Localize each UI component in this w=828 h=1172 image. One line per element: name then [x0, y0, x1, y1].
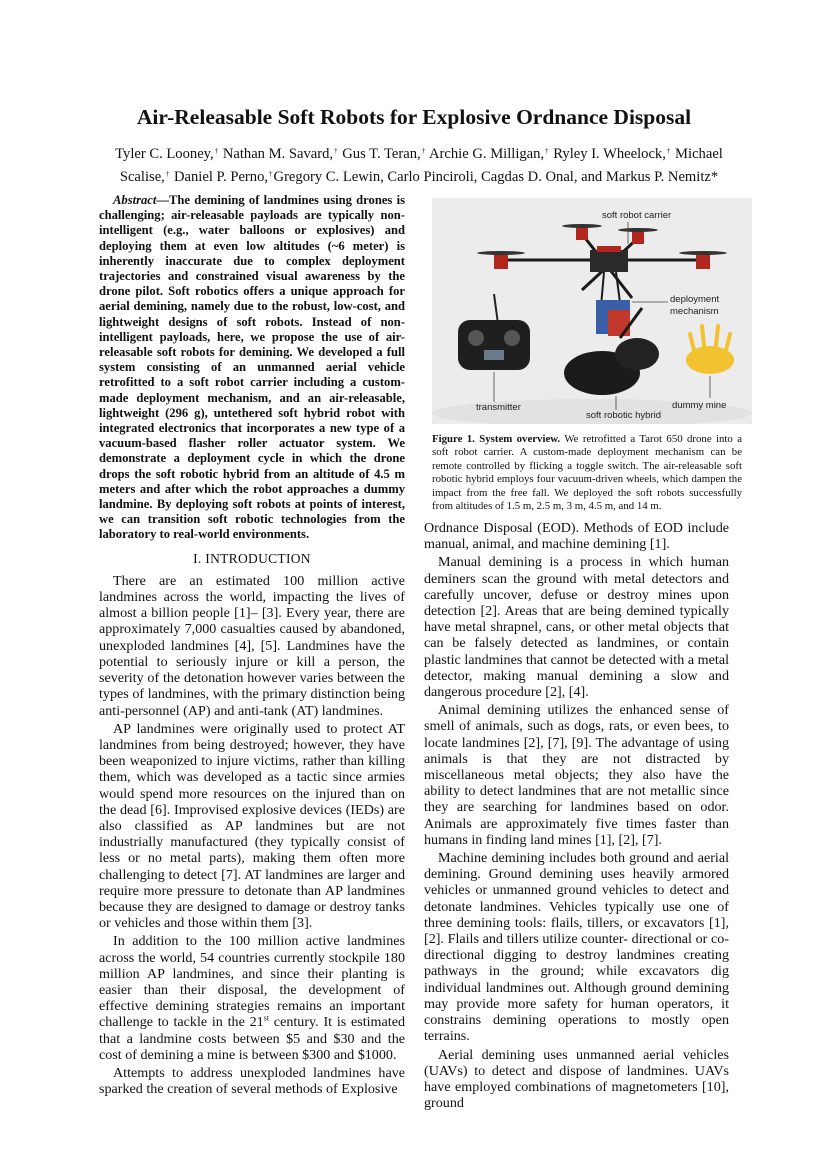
paragraph: Animal demining utilizes the enhanced sense of smell of animals, such as dogs, rats, or even bees, to locate landmines [2], [7], [9]. The advantage of using animals is that they are not distracted by miscellaneous metal objects; they also have the ability to detect landmines that are not metallic since they are searching for landmines based on odor. Animals are approximately five times faster than humans in finding land mines [1], [2], [7]. [424, 702, 729, 848]
label-transmitter: transmitter [476, 402, 521, 413]
paper-title: Air-Releasable Soft Robots for Explosive Ordnance Disposal [136, 105, 692, 129]
paragraph: In addition to the 100 million active landmines across the world, 54 countries currently stockpile 180 million AP landmines, and since their planting is easier than their disposal, the development of effective demining strategies remains an important challenge to tackle in the 21st century. It is estimated that a landmine costs between $5 and $30 and the cost of demining a mine is between $300 and $1000. [99, 933, 405, 1063]
paragraph: Attempts to address unexploded landmines have sparked the creation of several methods of Explosive [99, 1064, 405, 1098]
author-line-2: Scalise,† Daniel P. Perno,†Gregory C. Lewin, Carlo Pinciroli, Cagdas D. Onal, and Markus P. Nemitz* [119, 169, 719, 185]
author-line-1: Tyler C. Looney,† Nathan M. Savard,† Gus T. Teran,† Archie G. Milligan,† Ryley I. Wheelock,† Michael [115, 146, 723, 162]
label-soft-robotic-hybrid: soft robotic hybrid [586, 410, 661, 421]
paragraph: AP landmines were originally used to protect AT landmines from being destroyed; however, they have been weaponized to injure victims, rather than killing them, which was developed as a tactic since armies would spend more resources on the injured than on the dead [6]. Improvised explosive devices (IEDs) are also classified as AP landmines but are not industrially manufactured (they typically consist of less or no metal parts), making them often more challenging to detect [7]. AT landmines are larger and require more pressure to detonate than AP landmines because they are designed to damage or destroy tanks or vehicles and those within them [3]. [99, 720, 405, 932]
paragraph: There are an estimated 100 million active landmines across the world, impacting the lives of almost a billion people [1]– [3]. Every year, there are approximately 7,000 casualties caused by abandoned, unexploded landmines [4], [5]. Landmines have the potential to seriously injure or kill a person, the severity of the detonation however varies between the types of landmines, with the primary distinction being anti-personnel (AP) and anti-tank (AT) landmines. [99, 572, 405, 719]
system-photo [432, 198, 752, 424]
figure-system-overview [432, 198, 752, 424]
label-soft-robot-carrier: soft robot carrier [602, 210, 672, 221]
label-mechanism: mechanism [670, 306, 719, 317]
section-heading-introduction: I. INTRODUCTION [193, 550, 311, 566]
paragraph: Machine demining includes both ground and aerial demining. Ground demining uses heavily armored vehicles or unmanned ground vehicles to detect and detonate landmines. Vehicles typically use one of three demining tools: flails, tillers, or excavators [1], [2]. Flails and tillers utilize counter- directional or co-directional digging to destroy landmines creating pathways in the ground; while excavators dig individual landmines out. Although ground demining may provide more safety for human operators, it constrains demining operations to mostly open terrains. [424, 850, 729, 1045]
abstract-text: —The demining of landmines using drones is challenging; air-releasable payloads are typically non-intelligent (e.g., water balloons or explosives) and deploying them at even low altitudes (~6 meter) is inherently inaccurate due to complex deployment trajectories and constrained visual awareness by the drone pilot. Soft robotics offers a unique approach for aerial demining, namely due to the robust, low-cost, and lightweight designs of soft robots. Instead of non-intelligent payloads, here, we propose the use of air-releasable soft robots for demining. We developed a full system consisting of an unmanned aerial vehicle retrofitted to a soft robot carrier including a custom-made deployment mechanism, and an air-releasable, lightweight (296 g), untethered soft hybrid robot with integrated electronics that incorporates a new type of a vacuum-based flasher roller actuator system. We demonstrate a deployment cycle in which the drone drops the soft robotic hybrid from an altitude of 4.5 m meters and after which the robot approaches a dummy landmine. By deploying soft robots at points of interest, we can transition soft robotic technologies from the laboratory to real-world environments. [99, 193, 405, 542]
paragraph: Ordnance Disposal (EOD). Methods of EOD include manual, animal, and machine demining [1]. [424, 520, 729, 553]
label-deployment: deployment [670, 294, 720, 305]
label-dummy-mine: dummy mine [672, 400, 727, 411]
abstract-label: Abstract [113, 193, 157, 207]
figure-caption: Figure 1. System overview. We retrofitted a Tarot 650 drone into a soft robot carrier. A custom-made deployment mechanism can be remote controlled by flicking a toggle switch. The air-releasable soft robotic hybrid employs four vacuum-driven wheels, which dampen the impact from the free fall. We deployed the soft robots successfully from altitudes of 1.5 m, 2.5 m, 3 m, 4.5 m, and 14 m. [432, 433, 742, 513]
right-column [424, 520, 729, 1113]
paragraph: Manual demining is a process in which human deminers scan the ground with metal detectors and carefully uncover, defuse or destroy mines upon detection [2]. Areas that are being demined typically have metal shrapnel, cans, or other metal objects that can be falsely detected as landmines, or contain plastic landmines that cannot be detected with a metal detector, making manual demining a slow and dangerous procedure [2], [4]. [424, 554, 729, 701]
author-list [96, 141, 742, 187]
left-column [99, 193, 405, 1099]
paragraph: Aerial demining uses unmanned aerial vehicles (UAVs) to detect and dispose of landmines. UAVs have employed combinations of magnetometers [10], ground [424, 1046, 729, 1112]
abstract [99, 193, 405, 543]
